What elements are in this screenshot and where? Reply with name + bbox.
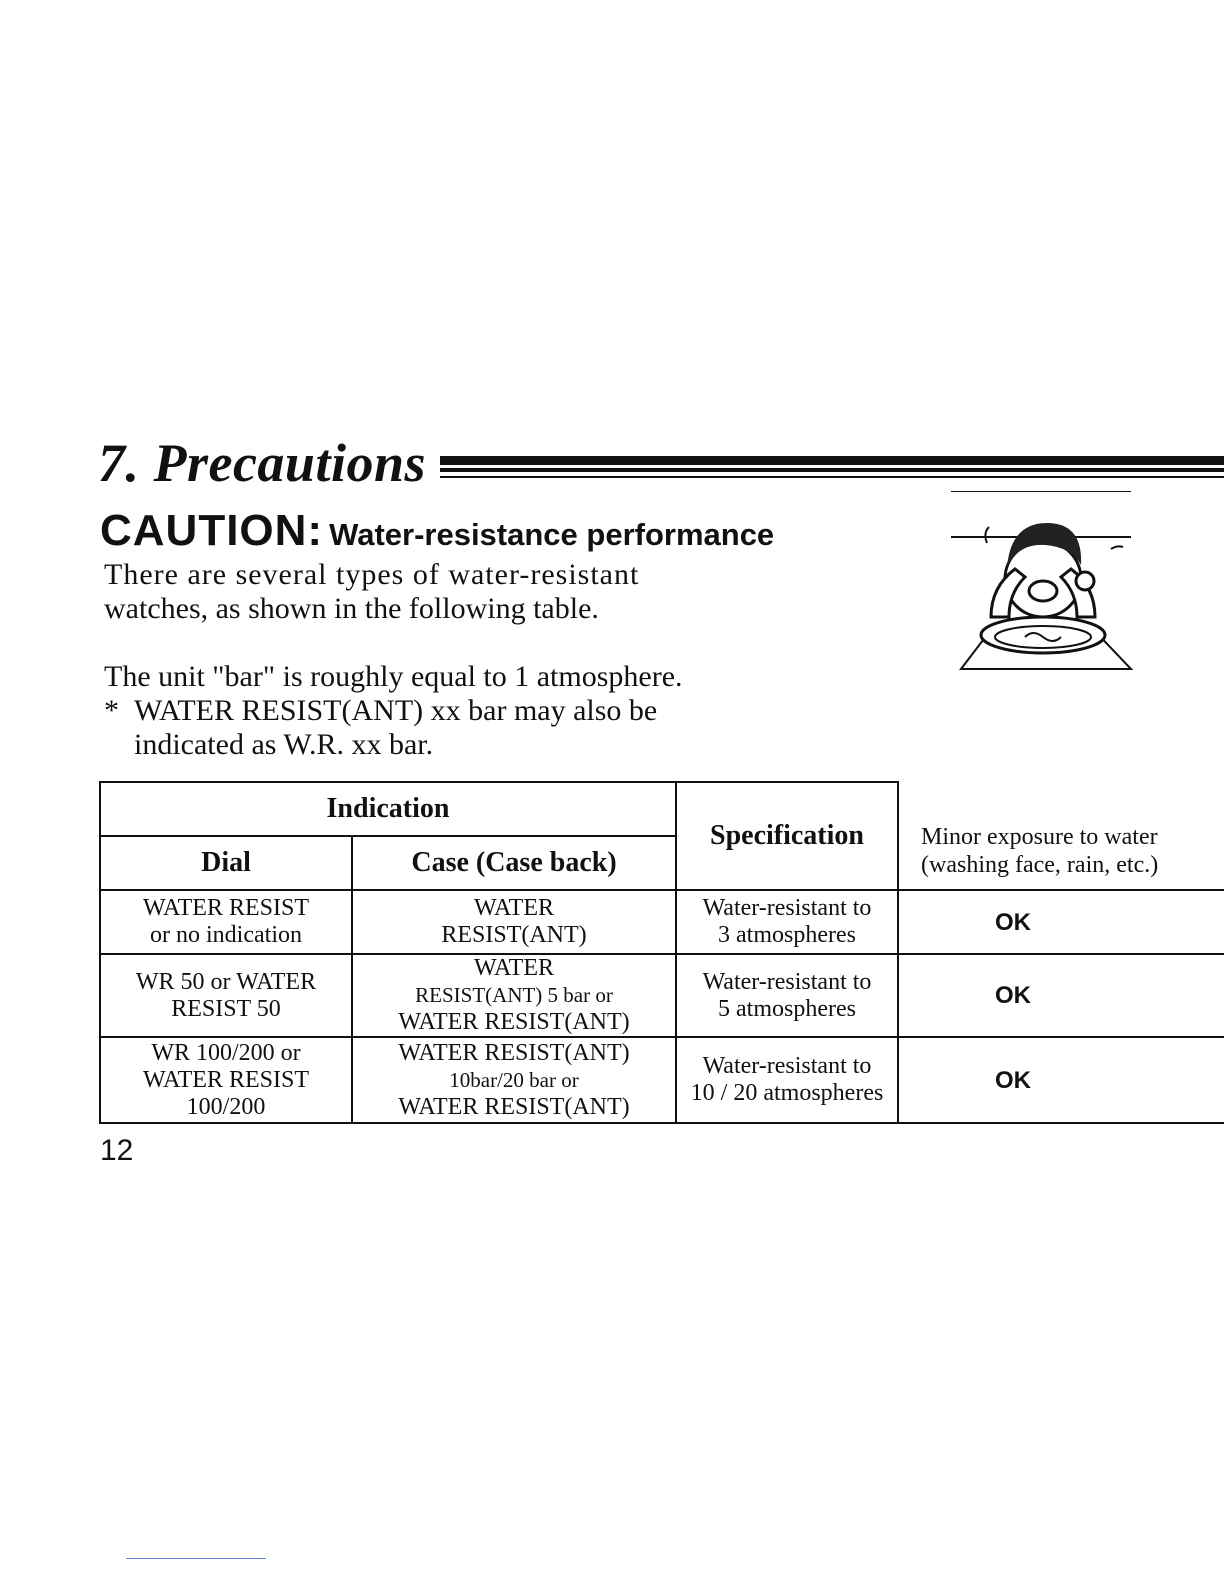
case-cell: WATER RESIST(ANT) 10bar/20 bar or WATER RESIST(ANT): [352, 1037, 676, 1123]
header-case: Case (Case back): [352, 836, 676, 890]
exposure-ok: OK: [898, 890, 1224, 954]
section-title: 7. Precautions: [98, 433, 427, 493]
footnote-text: WATER RESIST(ANT) xx bar may also be indicated as W.R. xx bar.: [134, 694, 658, 761]
exposure-ok: OK: [898, 1037, 1224, 1123]
footer-divider: [126, 1558, 266, 1559]
header-exposure: [898, 782, 1224, 890]
header-exposure-text: Minor exposure to water (washing face, rain, etc.): [921, 824, 1159, 878]
footnote-marker: *: [104, 694, 119, 727]
intro-line-2: watches, as shown in the following table.: [104, 592, 599, 625]
intro-paragraph: [104, 558, 639, 626]
intro-line-1: There are several types of water-resistant: [104, 558, 640, 591]
header-indication: Indication: [100, 782, 676, 836]
table-row: [100, 1037, 1224, 1123]
header-specification: Specification: [676, 782, 898, 890]
table-row: [100, 890, 1224, 954]
unit-note: The unit "bar" is roughly equal to 1 atmosphere.: [104, 660, 683, 693]
illustration-panel: [899, 809, 1224, 889]
dial-cell: WR 100/200 or WATER RESIST 100/200: [100, 1037, 352, 1123]
case-cell: WATER RESIST(ANT): [352, 890, 676, 954]
caution-heading: [100, 506, 774, 556]
title-rule: [440, 456, 1224, 482]
case-cell: WATER RESIST(ANT) 5 bar or WATER RESIST(ANT): [352, 954, 676, 1037]
caution-subtitle: Water-resistance performance: [329, 517, 775, 552]
water-resistance-table: [99, 781, 1224, 1124]
page-number: 12: [100, 1134, 134, 1167]
header-dial: Dial: [100, 836, 352, 890]
dial-cell: WATER RESIST or no indication: [100, 890, 352, 954]
dial-cell: WR 50 or WATER RESIST 50: [100, 954, 352, 1037]
caution-label: CAUTION:: [100, 506, 324, 555]
table-row: [100, 954, 1224, 1037]
exposure-ok: OK: [898, 954, 1224, 1037]
spec-cell: Water-resistant to 3 atmospheres: [676, 890, 898, 954]
person-washing-face-icon: [951, 491, 1151, 681]
spec-cell: Water-resistant to 10 / 20 atmospheres: [676, 1037, 898, 1123]
spec-cell: Water-resistant to 5 atmospheres: [676, 954, 898, 1037]
